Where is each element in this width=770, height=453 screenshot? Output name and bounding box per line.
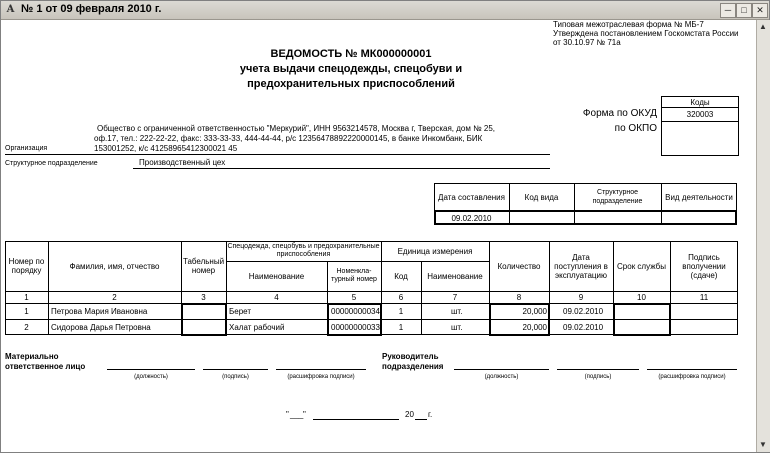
scroll-down-arrow-icon[interactable]: ▼ bbox=[759, 440, 767, 449]
service-life-block bbox=[613, 303, 671, 336]
row2-item-name: Халат рабочий bbox=[229, 323, 285, 332]
header-item-name: Наименование bbox=[248, 271, 305, 281]
okpo-label: по ОКПО bbox=[614, 123, 657, 134]
right-signature-caption: (подпись) bbox=[584, 374, 612, 380]
row2-date: 09.02.2010 bbox=[563, 323, 604, 332]
date-year-prefix: 20 bbox=[405, 410, 414, 419]
header-equipment-group: Спецодежда, спецобувь и предохранительные приспособления bbox=[227, 243, 380, 258]
col-number: 8 bbox=[516, 292, 522, 302]
header-unit-name: Наименование bbox=[427, 271, 483, 281]
doc-title-line2: учета выдачи спецодежды, спецобуви и bbox=[239, 63, 463, 75]
vertical-scrollbar[interactable] bbox=[756, 20, 770, 452]
col-number: 6 bbox=[398, 292, 404, 302]
row1-quantity: 20,000 bbox=[522, 307, 547, 316]
date-open-quote: " bbox=[286, 410, 289, 419]
row1-date: 09.02.2010 bbox=[563, 307, 604, 316]
col-number: 2 bbox=[112, 292, 117, 302]
meta-value-date: 09.02.2010 bbox=[451, 213, 492, 223]
row1-number: 1 bbox=[24, 307, 29, 316]
meta-header-kind-code: Код вида bbox=[524, 192, 559, 202]
meta-header-department: Структурное подразделение bbox=[592, 189, 643, 205]
left-sign-label1: Материально bbox=[5, 352, 59, 361]
row2-unit-name: шт. bbox=[451, 323, 463, 332]
header-personnel-number: Табельный номер bbox=[182, 257, 225, 275]
header-unit-group: Единица измерения bbox=[397, 246, 473, 256]
row1-unit-code: 1 bbox=[398, 307, 404, 316]
date-day-placeholder: ___ bbox=[290, 410, 304, 419]
doc-title-line1: ВЕДОМОСТЬ № МК000000001 bbox=[270, 48, 432, 60]
left-decoding-caption: (расшифровка подписи) bbox=[287, 374, 355, 380]
date-close-quote: " bbox=[303, 410, 306, 419]
row2-full-name: Сидорова Дарья Петровна bbox=[51, 323, 151, 332]
close-button[interactable]: ✕ bbox=[752, 3, 768, 18]
codes-header: Коды bbox=[690, 98, 710, 107]
title-bar bbox=[1, 1, 769, 20]
meta-value-kind-code bbox=[509, 211, 574, 225]
personnel-number-block bbox=[181, 303, 227, 336]
doc-title-line3: предохранительных приспособлений bbox=[247, 78, 455, 90]
header-date-in-service: Дата поступления в эксплуатацию bbox=[554, 252, 608, 280]
row2-quantity: 20,000 bbox=[522, 323, 547, 332]
okud-value: 320003 bbox=[686, 110, 714, 119]
right-sign-label2: подразделения bbox=[382, 362, 444, 371]
row1-unit-name: шт. bbox=[451, 307, 463, 316]
row1-item-name: Берет bbox=[229, 307, 251, 316]
form-header-line2: Утверждена постановлением Госкомстата России bbox=[553, 29, 739, 38]
department-value: Производственный цех bbox=[139, 158, 226, 167]
organization-label: Организация bbox=[5, 145, 48, 152]
department-label: Структурное подразделение bbox=[5, 160, 98, 167]
right-sign-label1: Руководитель bbox=[382, 352, 439, 361]
minimize-button[interactable]: ─ bbox=[720, 3, 736, 18]
col-number: 5 bbox=[351, 292, 357, 302]
header-unit-code: Код bbox=[394, 271, 408, 281]
header-service-life: Срок службы bbox=[617, 261, 666, 271]
col-number: 11 bbox=[699, 292, 709, 302]
header-signature: Подпись вполучении (сдаче) bbox=[682, 252, 726, 280]
row2-number: 2 bbox=[24, 322, 29, 332]
right-position-caption: (должность) bbox=[484, 374, 519, 380]
col-number: 4 bbox=[274, 292, 279, 302]
left-position-caption: (должность) bbox=[134, 374, 168, 380]
organization-line1: Общество с ограниченной ответственностью "Меркурий", ИНН 9563214578, Москва г, Тверская, дом № 25, bbox=[97, 124, 495, 133]
scroll-up-arrow-icon[interactable]: ▲ bbox=[759, 22, 767, 31]
left-signature-caption: (подпись) bbox=[222, 374, 249, 380]
row1-nomenclature: 00000000034 bbox=[331, 307, 380, 316]
maximize-button[interactable]: □ bbox=[736, 3, 752, 18]
col-number: 10 bbox=[637, 292, 646, 302]
col-number: 3 bbox=[201, 292, 206, 302]
form-header-line3: от 30.10.97 № 71а bbox=[553, 38, 621, 47]
header-quantity: Количество bbox=[497, 261, 541, 271]
meta-header-date: Дата составления bbox=[438, 192, 505, 202]
meta-value-department bbox=[574, 211, 661, 225]
date-year-suffix: г. bbox=[428, 410, 433, 419]
row2-nomenclature: 00000000033 bbox=[331, 323, 380, 332]
okud-label: Форма по ОКУД bbox=[582, 108, 657, 119]
header-row-number: Номер по порядку bbox=[8, 257, 45, 275]
col-number: 7 bbox=[452, 292, 458, 302]
organization-line3: 153001252, к/с 41258965412300021 45 bbox=[94, 144, 238, 153]
header-full-name: Фамилия, имя, отчество bbox=[69, 261, 160, 271]
row2-unit-code: 1 bbox=[398, 322, 404, 332]
header-nomenclature-number: Номенкла-турный номер bbox=[331, 268, 377, 283]
window-title: № 1 от 09 февраля 2010 г. bbox=[21, 3, 162, 15]
meta-header-activity: Вид деятельности bbox=[665, 192, 733, 202]
meta-value-activity bbox=[661, 211, 737, 225]
col-number: 9 bbox=[578, 292, 584, 302]
col-number: 1 bbox=[24, 292, 29, 302]
right-decoding-caption: (расшифровка подписи) bbox=[658, 374, 726, 380]
form-header-line1: Типовая межотраслевая форма № МБ-7 bbox=[553, 20, 704, 29]
organization-line2: оф.17, тел.: 222-22-22, факс: 333-33-33, 444-44-44, р/с 12356478892220000145, в банке Инкомбанк, БИК bbox=[94, 134, 483, 143]
left-sign-label2: ответственное лицо bbox=[5, 362, 86, 371]
document-app-icon: A bbox=[6, 4, 15, 15]
row1-full-name: Петрова Мария Ивановна bbox=[51, 307, 148, 316]
